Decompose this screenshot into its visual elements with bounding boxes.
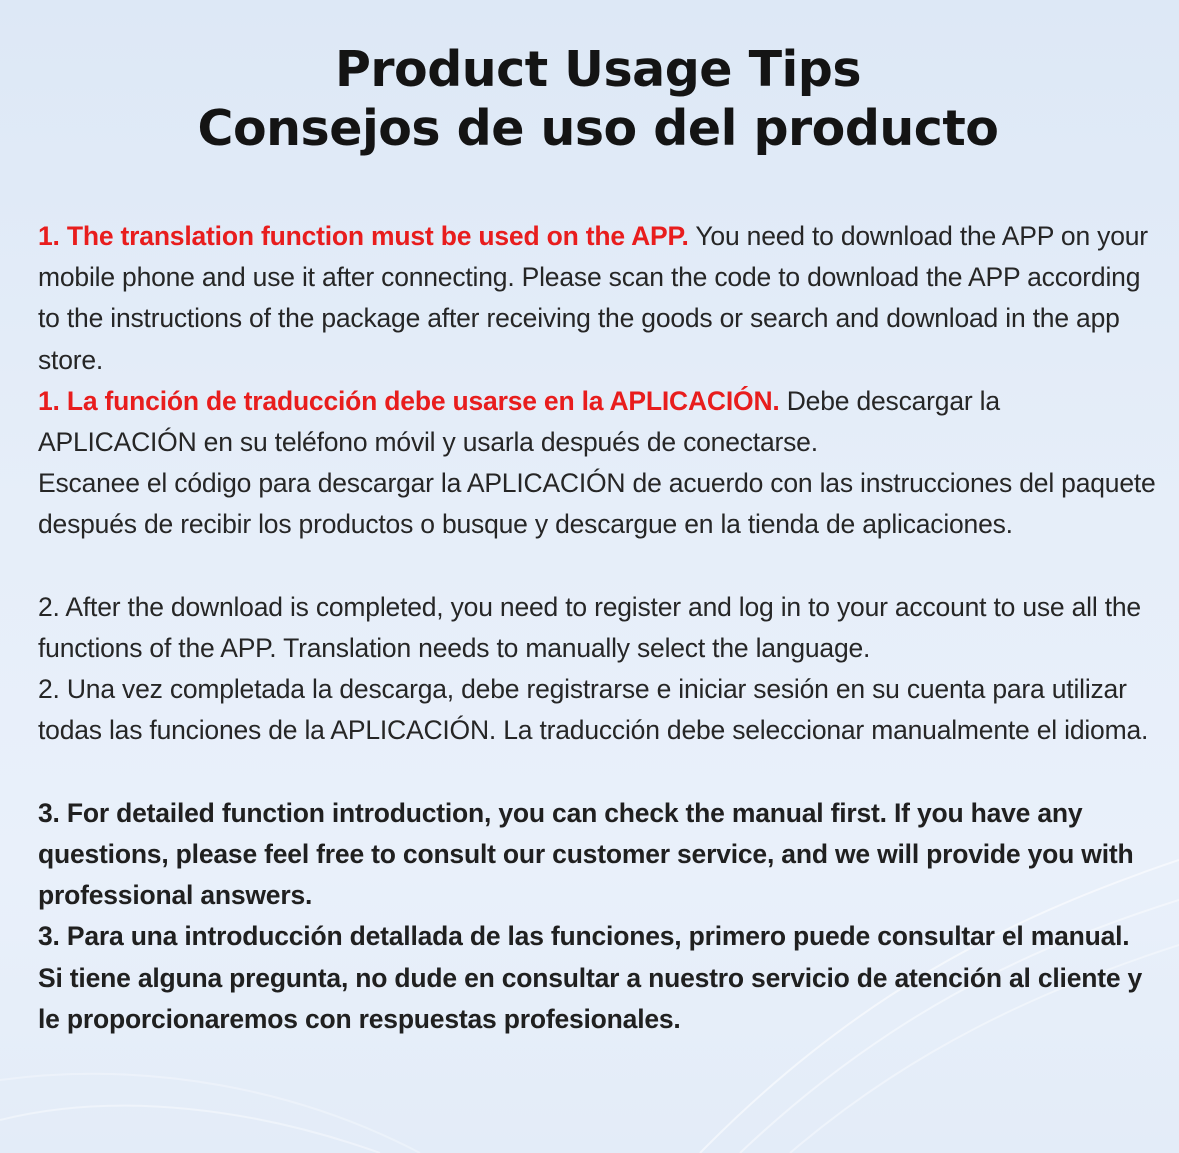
tip-1-spanish-text: Debe descargar la APLICACIÓN en su teléfono móvil y usarla después de conectarse.	[38, 385, 1000, 458]
tip-3-english: 3. For detailed function introduction, you can check the manual first. If you have any questions, please feel free to consult our customer service, and we will provide you with professional answers.	[38, 797, 1134, 911]
tip-1-english-text: You need to download the APP on your mobile phone and use it after connecting. Please scan the code to download the APP according to the instructions of the package after receiving the goods or search and download in the app store.	[38, 221, 1148, 375]
tip-2-spanish: 2. Una vez completada la descarga, debe registrarse e iniciar sesión en su cuenta para utilizar todas las funciones de la APLICACIÓN. La traducción debe seleccionar manualmente el idioma.	[38, 674, 1149, 746]
tip-1	[38, 216, 1158, 546]
tip-1-english-highlight: 1. The translation function must be used on the APP.	[38, 221, 689, 251]
tip-1-spanish-highlight: 1. La función de traducción debe usarse en la APLICACIÓN.	[38, 385, 780, 416]
tip-3	[38, 793, 1158, 1040]
tip-1-english	[38, 216, 1158, 381]
tip-1-spanish-continued: Escanee el código para descargar la APLICACIÓN de acuerdo con las instrucciones del paquete después de recibir los productos o busque y descargue en la tienda de aplicaciones.	[38, 468, 1156, 540]
tip-2-english: 2. After the download is completed, you need to register and log in to your account to use all the functions of the APP. Translation needs to manually select the language.	[38, 591, 1141, 664]
page-title	[38, 40, 1158, 158]
tip-3-spanish: 3. Para una introducción detallada de las funciones, primero puede consultar el manual. Si tiene alguna pregunta, no dude en consultar a nuestro servicio de atención al cliente y le proporcionaremos con respuestas profesionales.	[38, 921, 1143, 1034]
spacer	[38, 752, 1158, 793]
tips-document	[38, 40, 1158, 1040]
tip-2	[38, 587, 1158, 752]
title-spanish: Consejos de uso del producto	[197, 100, 999, 157]
spacer	[38, 546, 1158, 587]
title-english: Product Usage Tips	[334, 41, 862, 98]
tip-1-spanish	[38, 381, 1158, 463]
